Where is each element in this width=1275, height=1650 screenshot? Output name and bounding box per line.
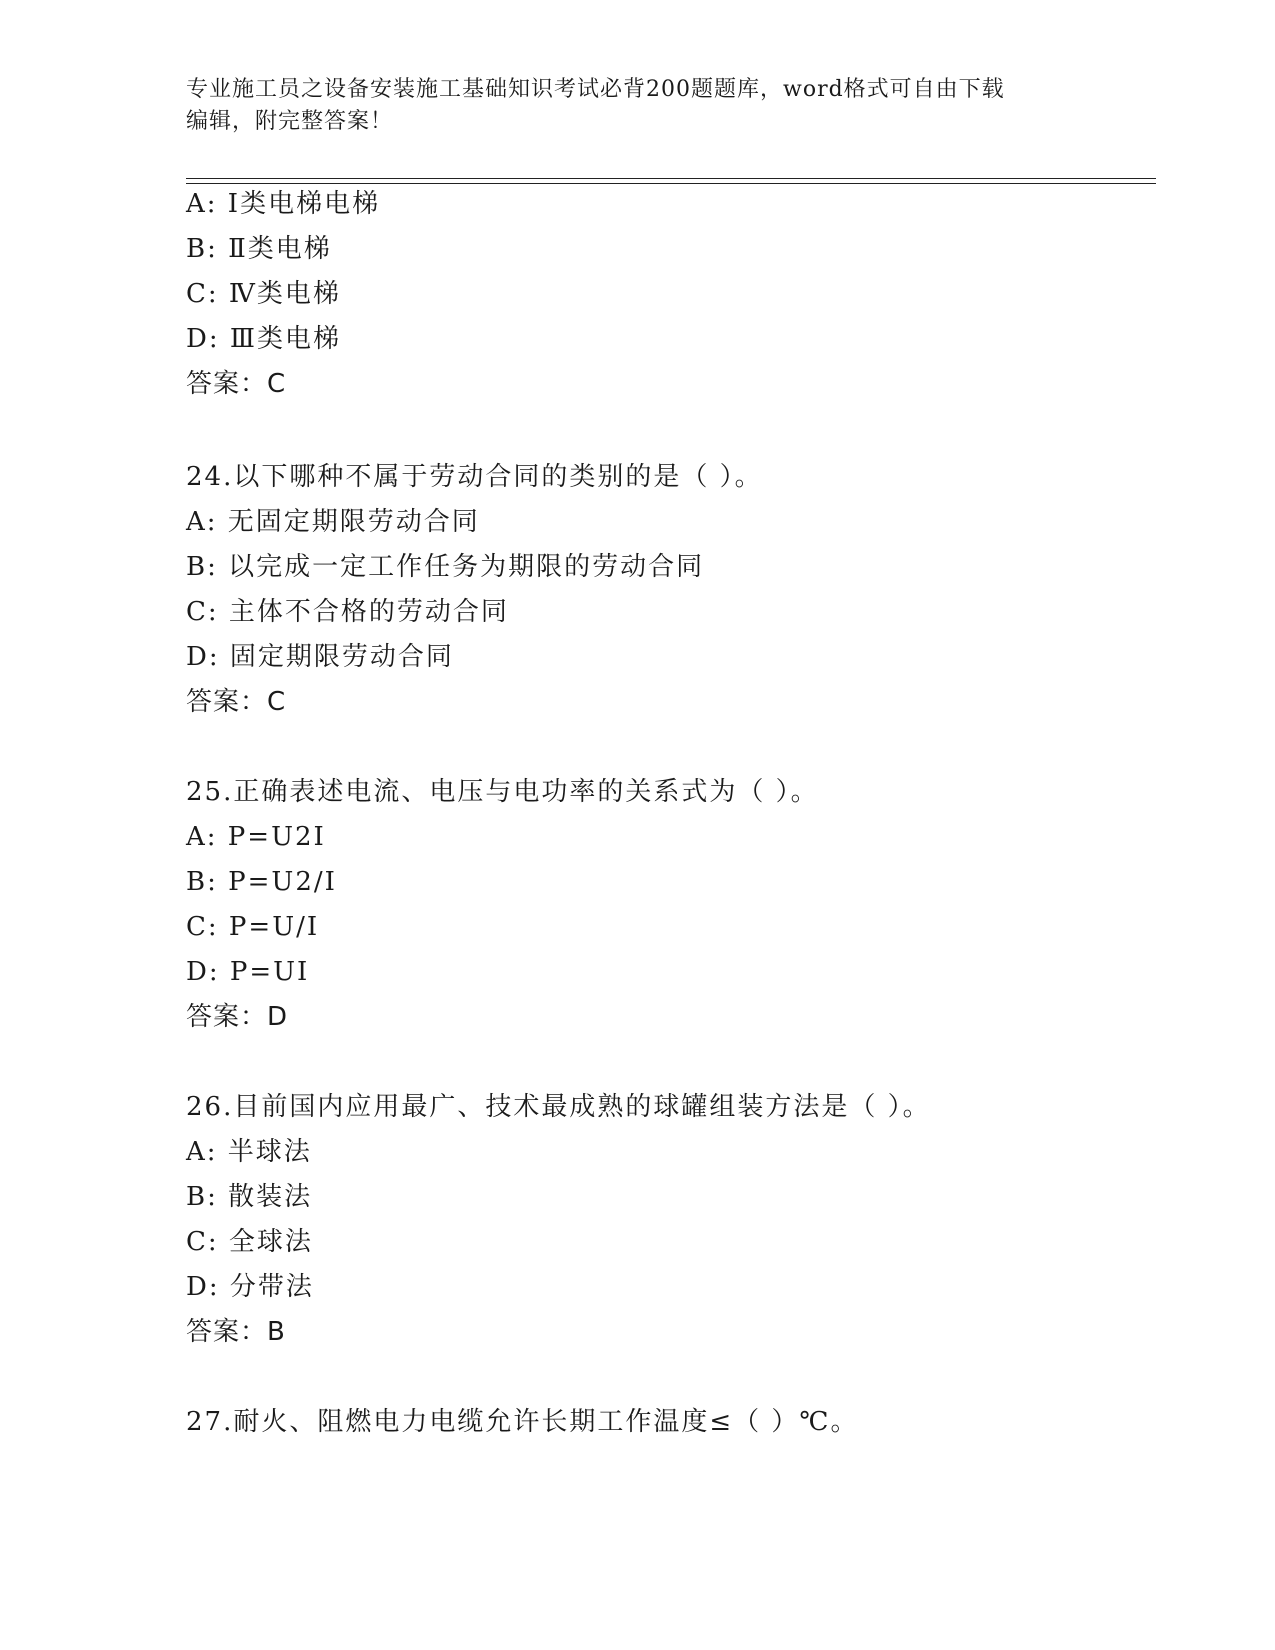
header-divider-top [186,178,1156,179]
q25-option-b: B: P=U2/I [186,867,337,897]
q25-question: 25.正确表述电流、电压与电功率的关系式为（ ）。 [186,777,819,807]
q24-question: 24.以下哪种不属于劳动合同的类别的是（ ）。 [186,462,763,492]
q24-option-a: A: 无固定期限劳动合同 [186,507,480,537]
q24-option-c: C: 主体不合格的劳动合同 [186,597,509,627]
q24-option-b: B: 以完成一定工作任务为期限的劳动合同 [186,552,705,582]
q23-option-a: A: Ⅰ类电梯电梯 [186,189,381,219]
q25-option-a: A: P=U2I [186,822,326,852]
q23-option-c: C: Ⅳ类电梯 [186,279,341,309]
q26-option-d: D: 分带法 [186,1272,314,1302]
q26-answer: 答案：B [186,1317,286,1347]
header-title-line-2: 编辑，附完整答案！ [186,109,394,134]
q25-answer: 答案：D [186,1002,289,1032]
header-title-line-1: 专业施工员之设备安装施工基础知识考试必背200题题库，word格式可自由下载 [186,77,1005,102]
q26-option-c: C: 全球法 [186,1227,313,1257]
q23-answer: 答案：C [186,369,287,399]
q26-option-a: A: 半球法 [186,1137,312,1167]
q25-option-d: D: P=UI [186,957,310,987]
q25-option-c: C: P=U/I [186,912,320,942]
q23-option-b: B: Ⅱ类电梯 [186,234,332,264]
q23-option-d: D: Ⅲ类电梯 [186,324,341,354]
q27-question: 27.耐火、阻燃电力电缆允许长期工作温度≤（ ）℃。 [186,1407,859,1437]
q26-question: 26.目前国内应用最广、技术最成熟的球罐组装方法是（ ）。 [186,1092,931,1122]
document-header [186,74,1086,138]
q26-option-b: B: 散装法 [186,1182,313,1212]
q24-answer: 答案：C [186,687,287,717]
q24-option-d: D: 固定期限劳动合同 [186,642,454,672]
header-divider-bottom [186,183,1156,184]
